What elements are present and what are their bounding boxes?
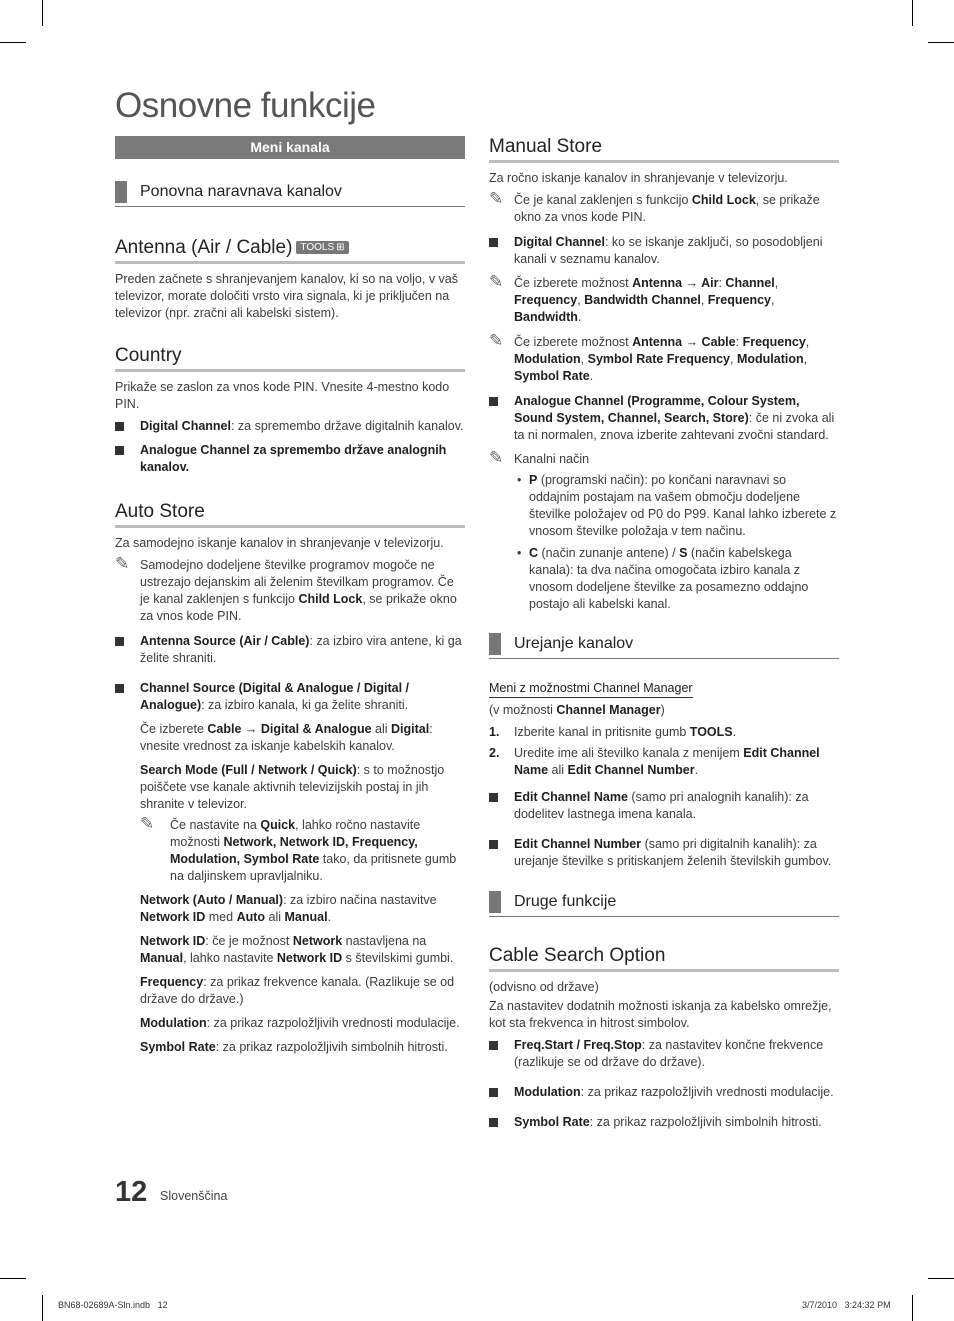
- bullet-dot-icon: •: [517, 473, 522, 487]
- autostore-text: Za samodejno iskanje kanalov in shranjevanje v televizorju.: [115, 536, 444, 550]
- pencil-note-icon: ✎: [489, 272, 504, 291]
- list-item: 2. Uredite ime ali številko kanala z menijem Edit Channel Name ali Edit Channel Number.: [489, 746, 820, 777]
- pencil-note-icon: ✎: [115, 554, 130, 573]
- print-file-info: BN68-02689A-Sln.indb 12: [58, 1300, 168, 1310]
- country-heading: Country: [115, 345, 465, 372]
- bullet-square-icon: [489, 1041, 498, 1050]
- note: ✎ Če je kanal zaklenjen s funkcijo Child Lock, se prikaže okno za vnos kode PIN.: [489, 189, 820, 224]
- bullet-square-icon: [489, 238, 498, 247]
- bullet-dot-icon: •: [517, 546, 522, 560]
- note: ✎ Če izberete možnost Antenna → Air: Channel, Frequency, Bandwidth Channel, Frequency, Bandwidth.: [489, 272, 779, 324]
- list-item: Digital Channel: ko se iskanje zaključi, so posodobljeni kanali v seznamu kanalov.: [489, 234, 839, 268]
- network-id-text: Network ID: če je možnost Network nastavljena na Manual, lahko nastavite Network ID s številskimi gumbi.: [140, 934, 454, 965]
- tools-badge: TOOLS ⊞: [296, 241, 348, 254]
- manual-text: Za ročno iskanje kanalov in shranjevanje v televizorju.: [489, 171, 788, 185]
- list-item: Digital Channel: za spremembo države digitalnih kanalov.: [115, 418, 465, 435]
- pencil-note-icon: ✎: [489, 189, 504, 208]
- list-item: • P (programski način): po končani naravnavi so oddajnim postajam na vašem območju dodeljene številke položajev od P0 do P99. Kanal lahko izberete z vnosom številke položaja v tem načinu.: [517, 473, 837, 538]
- frequency-text: Frequency: za prikaz frekvence kanala. (Razlikuje se od države do države.): [140, 975, 455, 1006]
- subhead-urejanje: Urejanje kanalov: [489, 633, 839, 659]
- section-bar-icon: [115, 181, 127, 203]
- list-item: Freq.Start / Freq.Stop: za nastavitev končne frekvence (razlikuje se od države do države).: [489, 1037, 839, 1071]
- manual-store-heading: Manual Store: [489, 136, 839, 163]
- modulation-text: Modulation: za prikaz razpoložljivih vrednosti modulacije.: [140, 1016, 460, 1030]
- bullet-square-icon: [489, 397, 498, 406]
- antenna-text: Preden začnete s shranjevanjem kanalov, ki so na voljo, v vaš televizor, morate določiti vrsto vira signala, ki je priključen na televizor (npr. zračni ali kabelski sistem).: [115, 272, 459, 320]
- list-item: Analogue Channel (Programme, Colour System, Sound System, Channel, Search, Store): če ni zvoka ali ta ni normalen, znova izberite zahtevani zvočni standard.: [489, 393, 839, 444]
- section-bar-icon: [489, 633, 501, 655]
- section-bar-icon: [489, 891, 501, 913]
- right-column: [489, 136, 839, 1138]
- crop-mark: [0, 42, 26, 43]
- crop-mark: [912, 1295, 913, 1321]
- left-column: [115, 136, 465, 1063]
- bullet-square-icon: [115, 422, 124, 431]
- bullet-square-icon: [115, 446, 124, 455]
- network-text: Network (Auto / Manual): za izbiro načina nastavitve Network ID med Auto ali Manual.: [140, 893, 437, 924]
- cable-search-text: Za nastavitev dodatnih možnosti iskanja za kabelsko omrežje, kot sta frekvenca in hitrost simbolov.: [489, 999, 832, 1030]
- bullet-square-icon: [489, 793, 498, 802]
- crop-mark: [42, 1295, 43, 1321]
- subhead-ponovna: Ponovna naravnava kanalov: [115, 181, 465, 207]
- crop-mark: [0, 1278, 26, 1279]
- page-number: 12: [115, 1176, 148, 1208]
- search-mode-text: Search Mode (Full / Network / Quick): s to možnostjo poiščete vse kanale aktivnih televizijskih postaj in jih shranite v televizor. ✎ Če nastavite na Quick, lahko ročno nastavite možnosti Network, Network ID, Frequency, Modulation, Symbol Rate tako, da pritisnete gumb na daljinskem upravljalniku.: [115, 762, 465, 885]
- crop-mark: [42, 0, 43, 26]
- note: ✎ Če nastavite na Quick, lahko ročno nastavite možnosti Network, Network ID, Frequency, Modulation, Symbol Rate tako, da pritisnete gumb na daljinskem upravljalniku.: [140, 814, 457, 883]
- bullet-square-icon: [115, 637, 124, 646]
- list-item: Edit Channel Name (samo pri analognih kanalih): za dodelitev lastnega imena kanala.: [489, 789, 839, 823]
- pencil-note-icon: ✎: [140, 814, 155, 833]
- list-item: Symbol Rate: za prikaz razpoložljivih simbolnih hitrosti.: [489, 1114, 839, 1131]
- symbol-rate-text: Symbol Rate: za prikaz razpoložljivih simbolnih hitrosti.: [140, 1040, 448, 1054]
- crop-mark: [928, 42, 954, 43]
- note: ✎ Kanalni način: [489, 448, 590, 467]
- print-timestamp: 3/7/2010 3:24:32 PM: [802, 1300, 891, 1310]
- cable-search-heading: Cable Search Option: [489, 945, 839, 972]
- tools-icon: ⊞: [336, 242, 345, 253]
- list-item: Edit Channel Number (samo pri digitalnih kanalih): za urejanje številke s pritiskanjem želenih številskih gumbov.: [489, 836, 839, 870]
- bullet-square-icon: [115, 684, 124, 693]
- submenu-heading: Meni z možnostmi Channel Manager: [489, 681, 693, 698]
- subhead-druge: Druge funkcije: [489, 891, 839, 917]
- cable-text: Če izberete Cable → Digital & Analogue ali Digital: vnesite vrednost za iskanje kabelskih kanalov.: [140, 722, 433, 753]
- pencil-note-icon: ✎: [489, 331, 504, 350]
- autostore-heading: Auto Store: [115, 501, 465, 528]
- bullet-square-icon: [489, 1118, 498, 1127]
- page-title: Osnovne funkcije: [115, 86, 376, 125]
- list-item: Antenna Source (Air / Cable): za izbiro vira antene, ki ga želite shraniti.: [115, 633, 465, 667]
- language-label: Slovenščina: [160, 1189, 228, 1203]
- submenu-path: (v možnosti Channel Manager): [489, 703, 665, 717]
- bullet-square-icon: [489, 840, 498, 849]
- country-text: Prikaže se zaslon za vnos kode PIN. Vnesite 4-mestno kodo PIN.: [115, 380, 450, 411]
- pencil-note-icon: ✎: [489, 448, 504, 467]
- bullet-square-icon: [489, 1088, 498, 1097]
- list-item: 1. Izberite kanal in pritisnite gumb TOOLS.: [489, 725, 737, 739]
- list-item: • C (način zunanje antene) / S (način kabelskega kanala): ta dva načina omogočata izbiro kanala z vnosom dodeljene številke za posamezno oddajno postajo ali kabelski kanal.: [517, 546, 809, 611]
- country-dependent-text: (odvisno od države): [489, 980, 599, 994]
- crop-mark: [928, 1278, 954, 1279]
- list-item: Channel Source (Digital & Analogue / Digital / Analogue): za izbiro kanala, ki ga želite shraniti.: [115, 680, 465, 714]
- note: ✎ Če izberete možnost Antenna → Cable: Frequency, Modulation, Symbol Rate Frequency, Modulation, Symbol Rate.: [489, 331, 810, 383]
- antenna-heading: Antenna (Air / Cable) TOOLS ⊞: [115, 237, 465, 264]
- crop-mark: [912, 0, 913, 26]
- note: ✎ Samodejno dodeljene številke programov mogoče ne ustrezajo dejanskim ali želenim številkam programov. Če je kanal zaklenjen s funkcijo Child Lock, se prikaže okno za vnos kode PIN.: [115, 554, 457, 623]
- list-item: Modulation: za prikaz razpoložljivih vrednosti modulacije.: [489, 1084, 839, 1101]
- menu-bar: Meni kanala: [115, 136, 465, 159]
- list-item: Analogue Channel za spremembo države analognih kanalov.: [115, 442, 465, 476]
